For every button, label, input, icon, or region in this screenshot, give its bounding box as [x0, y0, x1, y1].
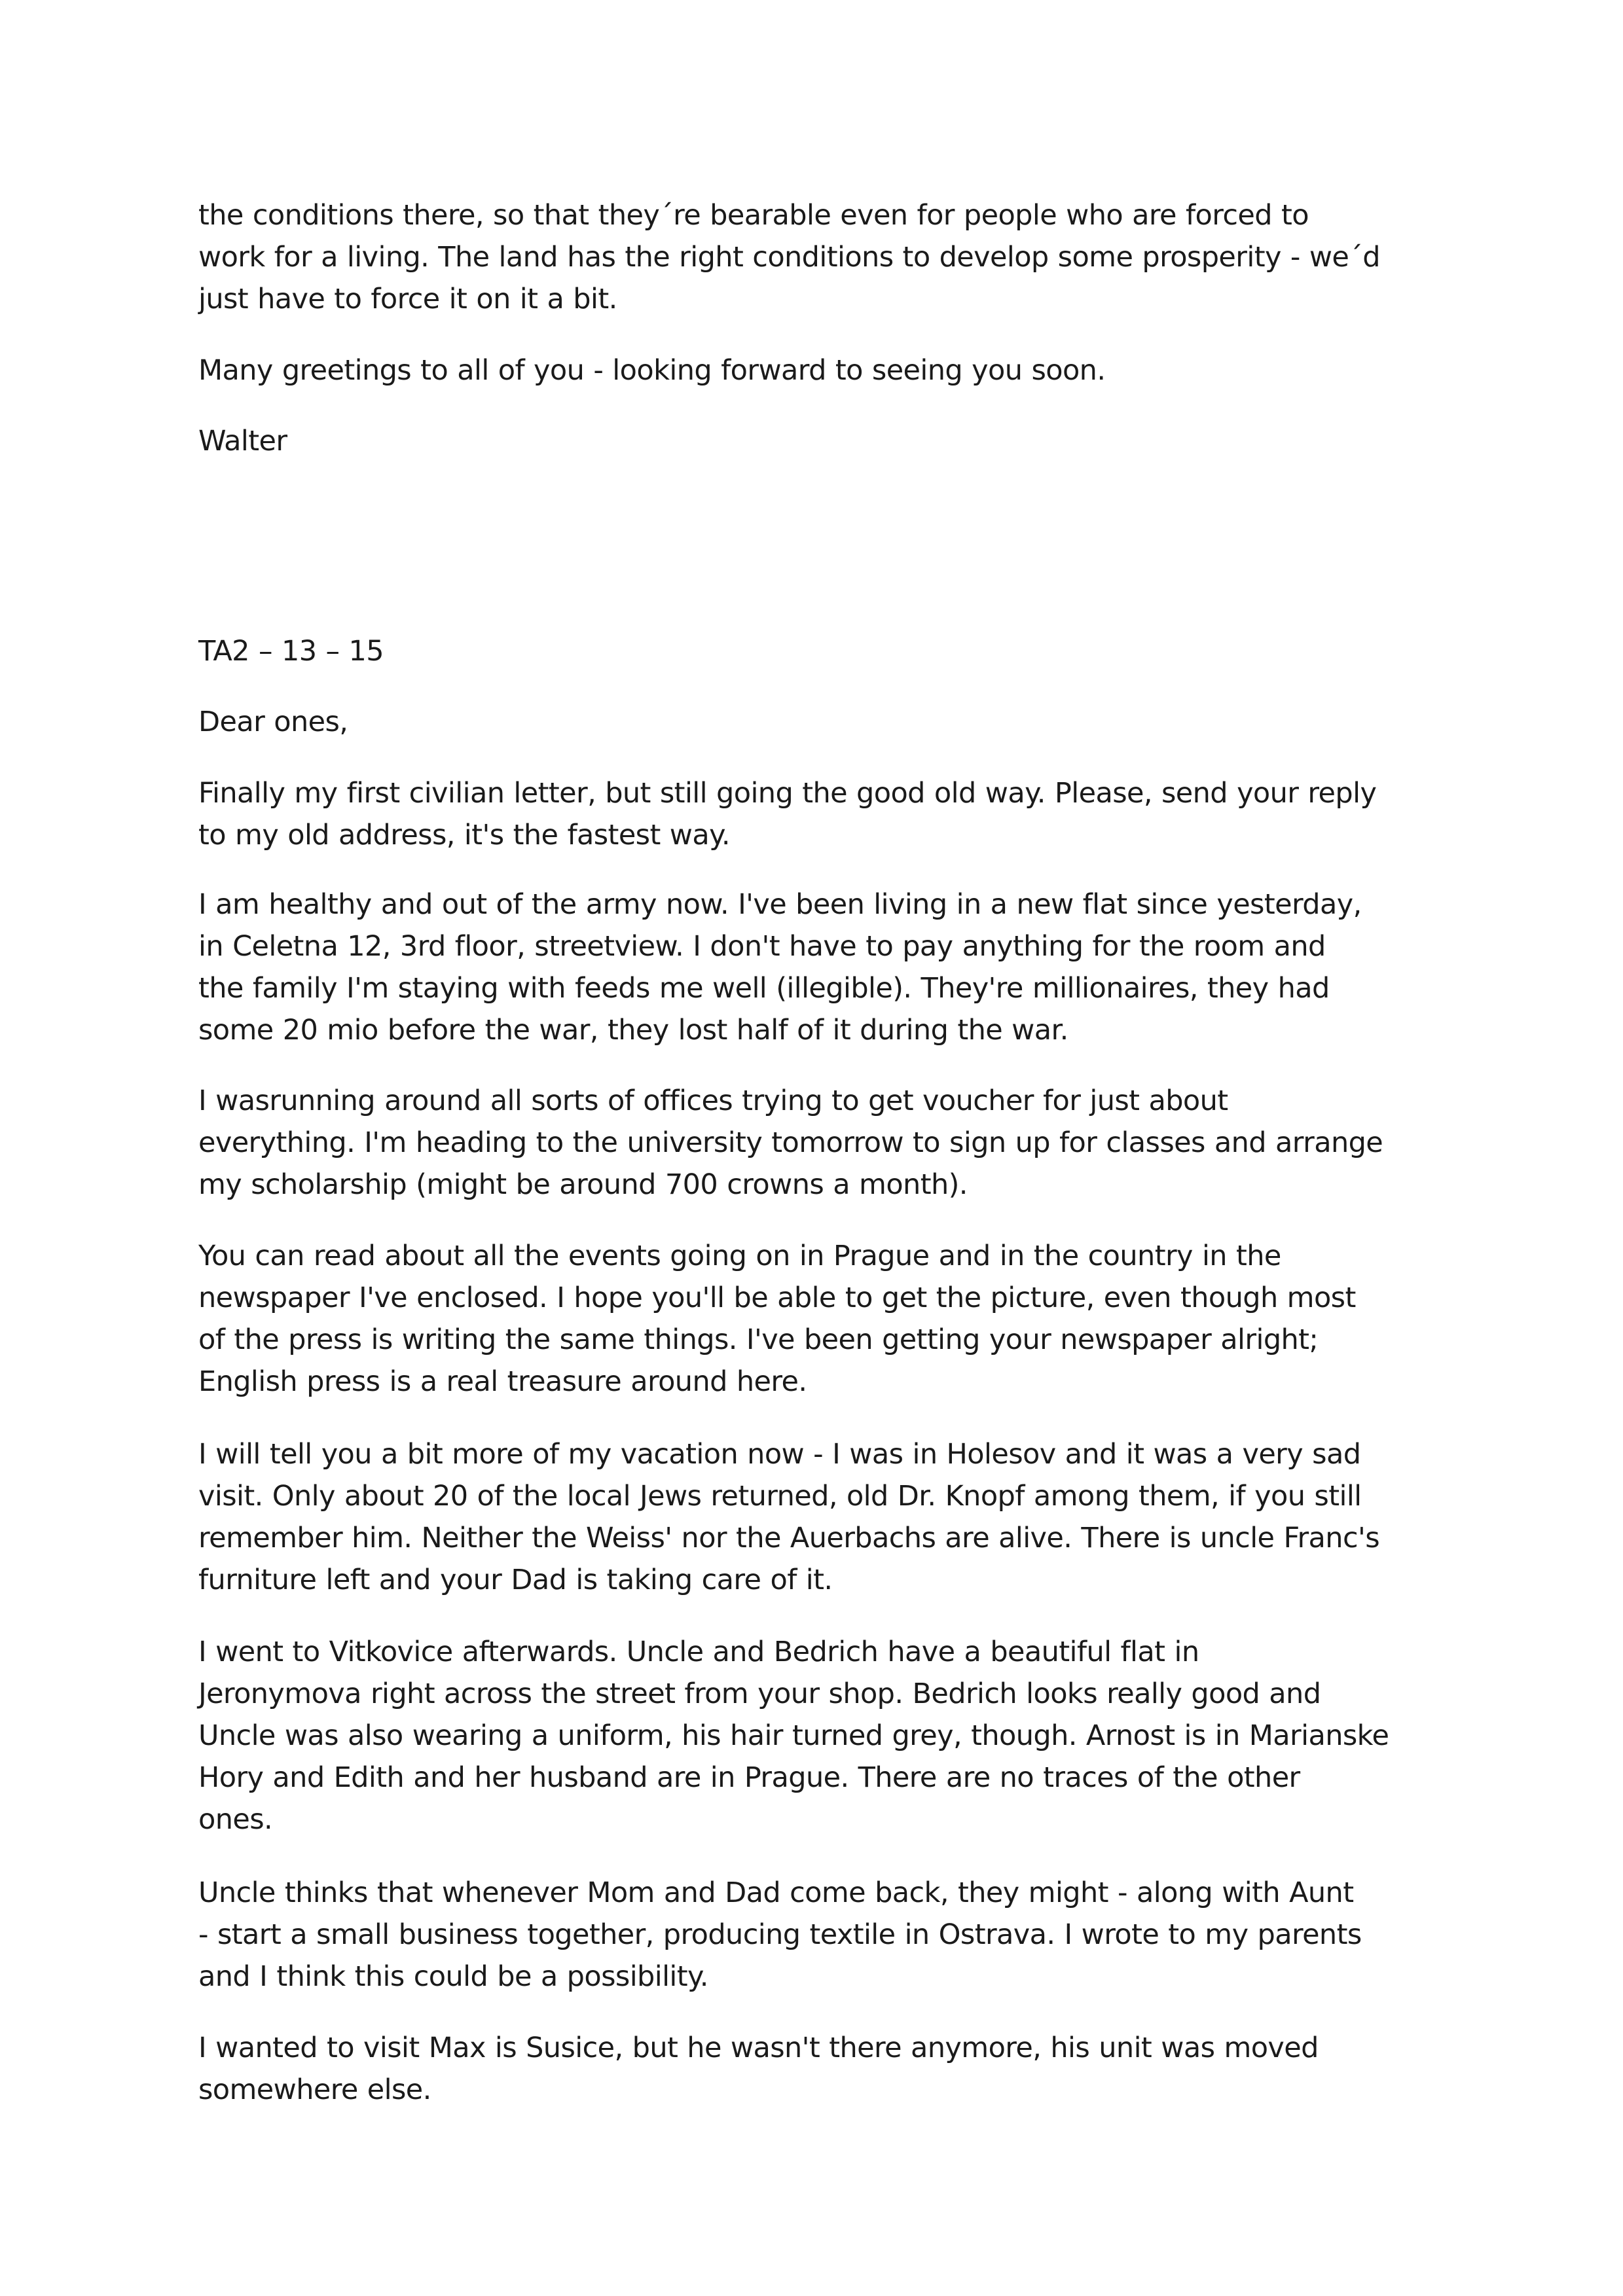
- letter-closing-paragraph: the conditions there, so that they´re bearable even for people who are forced to work for a living. The land has the right conditions to develop some prosperity - we´d just have to force it on it a bit.: [198, 199, 1380, 315]
- letter-reference-number: TA2 – 13 – 15: [198, 635, 384, 668]
- letter-signature: Walter: [198, 425, 287, 457]
- letter-paragraph: Uncle thinks that whenever Mom and Dad come back, they might - along with Aunt - start a small business together, producing textile in Ostrava. I wrote to my parents and I think this could be a possibility.: [198, 1876, 1362, 1993]
- letter-salutation: Dear ones,: [198, 706, 348, 738]
- letter-paragraph: I wasrunning around all sorts of offices trying to get voucher for just about everything. I'm heading to the university tomorrow to sign up for classes and arrange my scholarship (might be around 700 crowns a month).: [198, 1085, 1383, 1201]
- letter-greetings: Many greetings to all of you - looking forward to seeing you soon.: [198, 354, 1106, 387]
- letter-paragraph: Finally my first civilian letter, but still going the good old way. Please, send your reply to my old address, it's the fastest way.: [198, 777, 1377, 852]
- letter-paragraph: I am healthy and out of the army now. I've been living in a new flat since yesterday, in Celetna 12, 3rd floor, streetview. I don't have to pay anything for the room and the family I'm staying with feeds me well (illegible). They're millionaires, they had some 20 mio before the war, they lost half of it during the war.: [198, 888, 1362, 1047]
- letter-paragraph: I will tell you a bit more of my vacation now - I was in Holesov and it was a very sad visit. Only about 20 of the local Jews returned, old Dr. Knopf among them, if you still remember him. Neither the Weiss' nor the Auerbachs are alive. There is uncle Franc's furniture left and your Dad is taking care of it.: [198, 1438, 1380, 1596]
- letter-paragraph: You can read about all the events going on in Prague and in the country in the newspaper I've enclosed. I hope you'll be able to get the picture, even though most of the press is writing the same things. I've been getting your newspaper alright; English press is a real treasure around here.: [198, 1240, 1356, 1398]
- letter-paragraph: I wanted to visit Max is Susice, but he wasn't there anymore, his unit was moved somewhere else.: [198, 2032, 1319, 2106]
- letter-paragraph: I went to Vitkovice afterwards. Uncle and Bedrich have a beautiful flat in Jeronymova right across the street from your shop. Bedrich looks really good and Uncle was also wearing a uniform, his hair turned grey, though. Arnost is in Marianske Hory and Edith and her husband are in Prague. There are no traces of the other ones.: [198, 1636, 1389, 1836]
